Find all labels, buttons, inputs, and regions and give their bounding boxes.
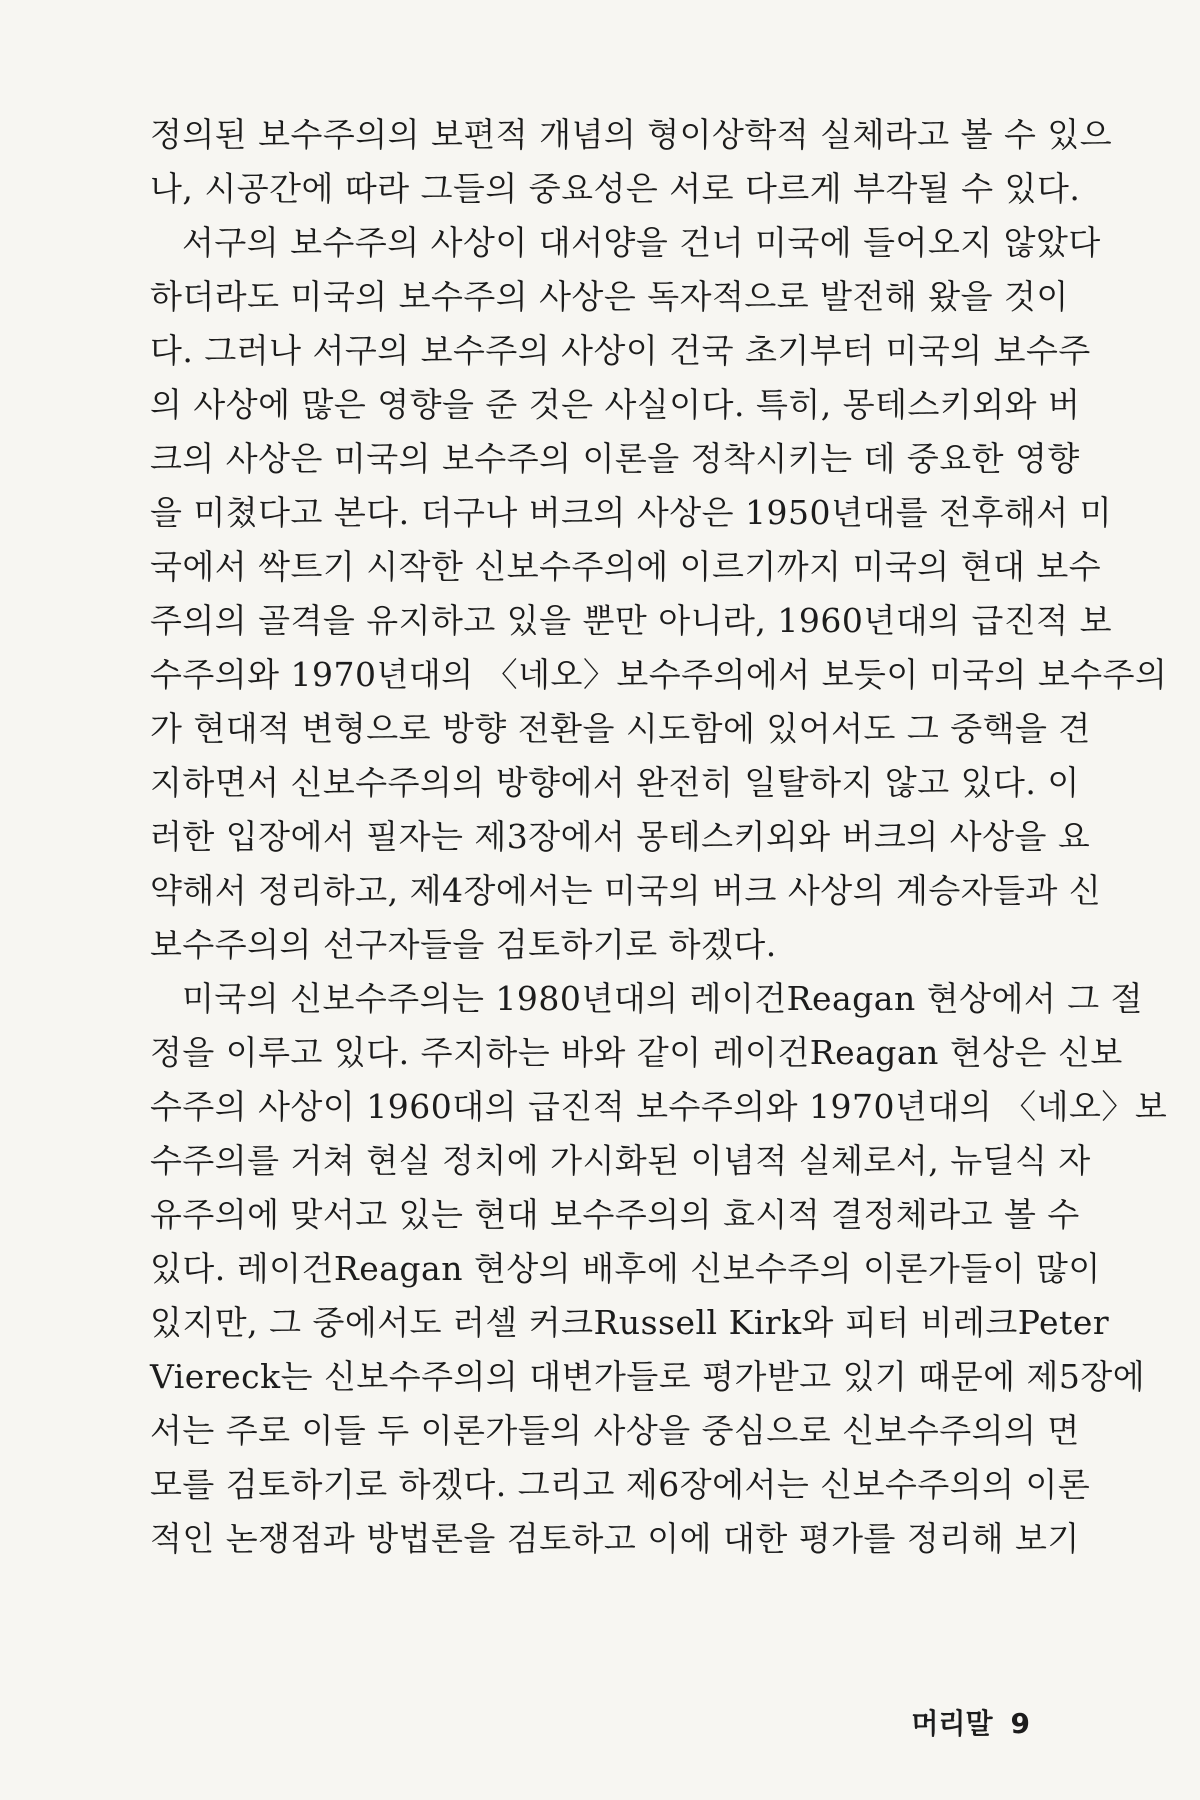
text-line: 의 사상에 많은 영향을 준 것은 사실이다. 특히, 몽테스키외와 버 (150, 385, 1081, 424)
text-line: 을 미쳤다고 본다. 더구나 버크의 사상은 1950년대를 전후해서 미 (150, 493, 1112, 532)
text-line: 국에서 싹트기 시작한 신보수주의에 이르기까지 미국의 현대 보수 (150, 547, 1102, 586)
text-line: 하더라도 미국의 보수주의 사상은 독자적으로 발전해 왔을 것이 (150, 277, 1069, 316)
text-line: 지하면서 신보수주의의 방향에서 완전히 일탈하지 않고 있다. 이 (150, 763, 1080, 802)
text-line: 적인 논쟁점과 방법론을 검토하고 이에 대한 평가를 정리해 보기 (150, 1519, 1080, 1558)
text-line: 주의의 골격을 유지하고 있을 뿐만 아니라, 1960년대의 급진적 보 (150, 601, 1112, 640)
text-line: Viereck는 신보수주의의 대변가들로 평가받고 있기 때문에 제5장에 (150, 1357, 1146, 1396)
text-line: 약해서 정리하고, 제4장에서는 미국의 버크 사상의 계승자들과 신 (150, 871, 1102, 910)
text-line: 정의된 보수주의의 보편적 개념의 형이상학적 실체라고 볼 수 있으 (150, 115, 1113, 154)
text-line-paragraph-start: 미국의 신보수주의는 1980년대의 레이건Reagan 현상에서 그 절 (182, 979, 1143, 1018)
text-line: 수주의를 거쳐 현실 정치에 가시화된 이념적 실체로서, 뉴딜식 자 (150, 1141, 1091, 1180)
text-line: 나, 시공간에 따라 그들의 중요성은 서로 다르게 부각될 수 있다. (150, 169, 1081, 208)
text-line: 있다. 레이건Reagan 현상의 배후에 신보수주의 이론가들이 많이 (150, 1249, 1101, 1288)
page-footer (911, 1702, 1030, 1742)
text-line: 있지만, 그 중에서도 러셀 커크Russell Kirk와 피터 비레크Peter (150, 1303, 1110, 1342)
running-footer-title: 머리말 (911, 1707, 993, 1740)
text-line: 가 현대적 변형으로 방향 전환을 시도함에 있어서도 그 중핵을 견 (150, 709, 1091, 748)
text-line: 정을 이루고 있다. 주지하는 바와 같이 레이건Reagan 현상은 신보 (150, 1033, 1123, 1072)
text-line-paragraph-start: 서구의 보수주의 사상이 대서양을 건너 미국에 들어오지 않았다 (182, 223, 1101, 262)
text-line: 크의 사상은 미국의 보수주의 이론을 정착시키는 데 중요한 영향 (150, 439, 1080, 478)
text-line: 수주의와 1970년대의 〈네오〉보수주의에서 보듯이 미국의 보수주의 (150, 655, 1168, 694)
text-line-paragraph-end: 보수주의의 선구자들을 검토하기로 하겠다. (150, 925, 777, 964)
text-line: 수주의 사상이 1960대의 급진적 보수주의와 1970년대의 〈네오〉보 (150, 1087, 1168, 1126)
page-number: 9 (1010, 1707, 1030, 1740)
text-line: 다. 그러나 서구의 보수주의 사상이 건국 초기부터 미국의 보수주 (150, 331, 1091, 370)
text-line: 모를 검토하기로 하겠다. 그리고 제6장에서는 신보수주의의 이론 (150, 1465, 1091, 1504)
text-line: 서는 주로 이들 두 이론가들의 사상을 중심으로 신보수주의의 면 (150, 1411, 1080, 1450)
text-line: 유주의에 맞서고 있는 현대 보수주의의 효시적 결정체라고 볼 수 (150, 1195, 1080, 1234)
body-text (150, 108, 1168, 1566)
text-line: 러한 입장에서 필자는 제3장에서 몽테스키외와 버크의 사상을 요 (150, 817, 1091, 856)
